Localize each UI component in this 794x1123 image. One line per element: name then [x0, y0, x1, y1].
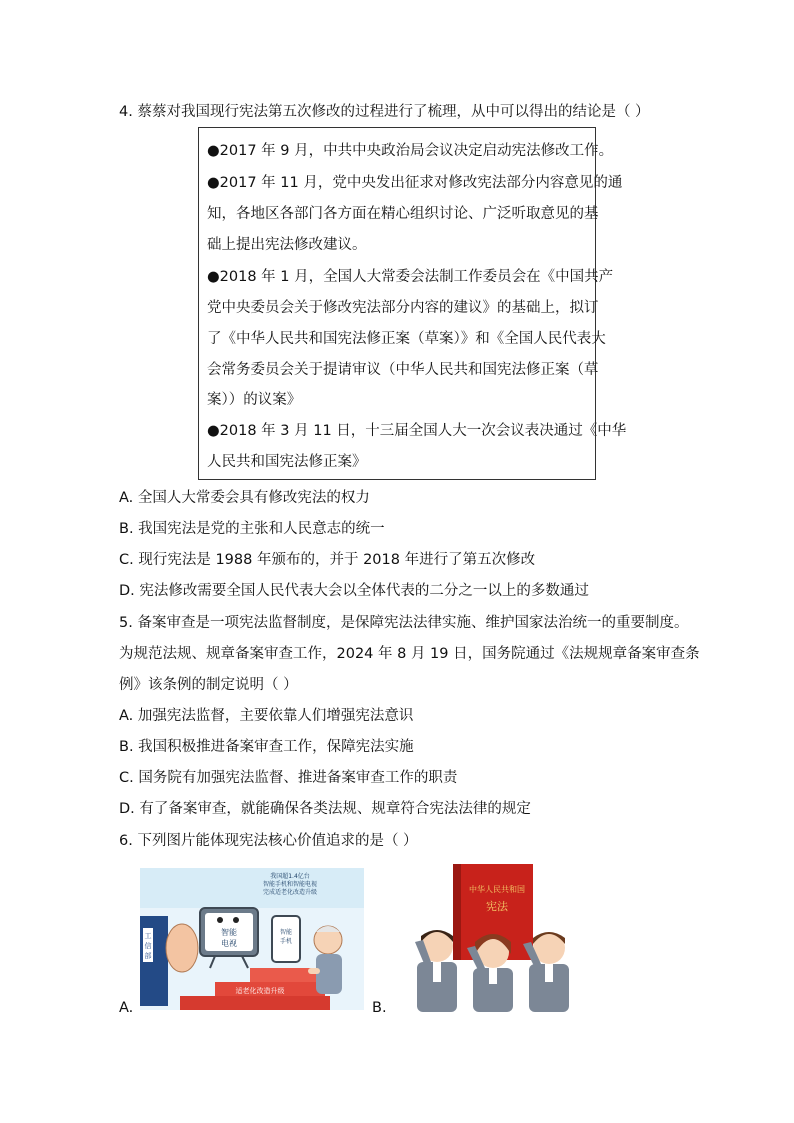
svg-text:智能: 智能	[279, 929, 293, 936]
q4-box-line: 会常务委员会关于提请审议（中华人民共和国宪法修正案（草	[207, 362, 599, 378]
q4-box-line: ●2018 年 1 月，全国人大常委会法制工作委员会在《中国共产	[207, 269, 614, 285]
svg-text:我国超1.4亿台: 我国超1.4亿台	[270, 873, 310, 880]
q5-option-c[interactable]: C. 国务院有加强宪法监督、推进备案审查工作的职责	[119, 770, 458, 786]
q4-option-b[interactable]: B. 我国宪法是党的主张和人民意志的统一	[119, 521, 385, 537]
svg-text:部: 部	[144, 952, 152, 960]
q4-option-c[interactable]: C. 现行宪法是 1988 年颁布的，并于 2018 年进行了第五次修改	[119, 552, 536, 568]
q5-option-b[interactable]: B. 我国积极推进备案审查工作，保障宪法实施	[119, 739, 414, 755]
q4-option-d[interactable]: D. 宪法修改需要全国人民代表大会以全体代表的二分之一以上的多数通过	[119, 583, 589, 599]
q6-option-a-label[interactable]: A.	[119, 1000, 134, 1016]
q6-stem: 6. 下列图片能体现宪法核心价值追求的是（ ）	[119, 833, 418, 849]
q4-box-line: 础上提出宪法修改建议。	[207, 237, 367, 253]
svg-text:信: 信	[144, 942, 152, 950]
q4-timeline-box	[198, 127, 627, 480]
q4-box-line: 党中央委员会关于修改宪法部分内容的建议》的基础上，拟订	[207, 300, 599, 316]
elderly-friendly-devices-cartoon[interactable]	[140, 868, 364, 1010]
q4-option-a[interactable]: A. 全国人大常委会具有修改宪法的权力	[119, 490, 370, 506]
q4-box-line: ●2017 年 9 月，中共中央政治局会议决定启动宪法修改工作。	[207, 143, 614, 159]
q4-stem: 4. 蔡蔡对我国现行宪法第五次修改的过程进行了梳理，从中可以得出的结论是（ ）	[119, 104, 650, 120]
q6-option-b-label[interactable]: B.	[372, 1000, 387, 1016]
q5-option-a[interactable]: A. 加强宪法监督，主要依靠人们增强宪法意识	[119, 708, 414, 724]
svg-text:智能手机和智能电视: 智能手机和智能电视	[262, 881, 318, 888]
svg-text:手机: 手机	[279, 938, 293, 945]
svg-text:工: 工	[144, 932, 152, 940]
q4-box-line: 知，各地区各部门各方面在精心组织讨论、广泛听取意见的基	[207, 206, 599, 222]
q4-box-line: 案））的议案》	[207, 392, 302, 408]
q5-stem-line: 5. 备案审查是一项宪法监督制度，是保障宪法法律实施、维护国家法治统一的重要制度。	[119, 615, 689, 631]
q4-box-line: ●2017 年 11 月，党中央发出征求对修改宪法部分内容意见的通	[207, 175, 623, 191]
q5-stem-line: 为规范法规、规章备案审查工作，2024 年 8 月 19 日，国务院通过《法规规章备案审查条	[119, 646, 700, 662]
svg-text:智能: 智能	[221, 928, 237, 937]
q5-option-d[interactable]: D. 有了备案审查，就能确保各类法规、规章符合宪法法律的规定	[119, 801, 531, 817]
q4-box-line: 人民共和国宪法修正案》	[207, 454, 367, 470]
svg-text:适老化改造升级: 适老化改造升级	[235, 987, 285, 995]
svg-text:宪法: 宪法	[486, 900, 508, 913]
citizens-saluting-constitution-cartoon[interactable]	[395, 862, 593, 1012]
svg-text:电视: 电视	[221, 939, 237, 948]
svg-text:完成适老化改造升级: 完成适老化改造升级	[262, 889, 318, 896]
q5-stem-line: 例》该条例的制定说明（ ）	[119, 677, 298, 693]
q4-box-line: ●2018 年 3 月 11 日，十三届全国人大一次会议表决通过《中华	[207, 423, 627, 439]
q4-box-line: 了《中华人民共和国宪法修正案（草案）》和《全国人民代表大	[207, 331, 606, 347]
svg-text:中华人民共和国: 中华人民共和国	[469, 885, 525, 894]
